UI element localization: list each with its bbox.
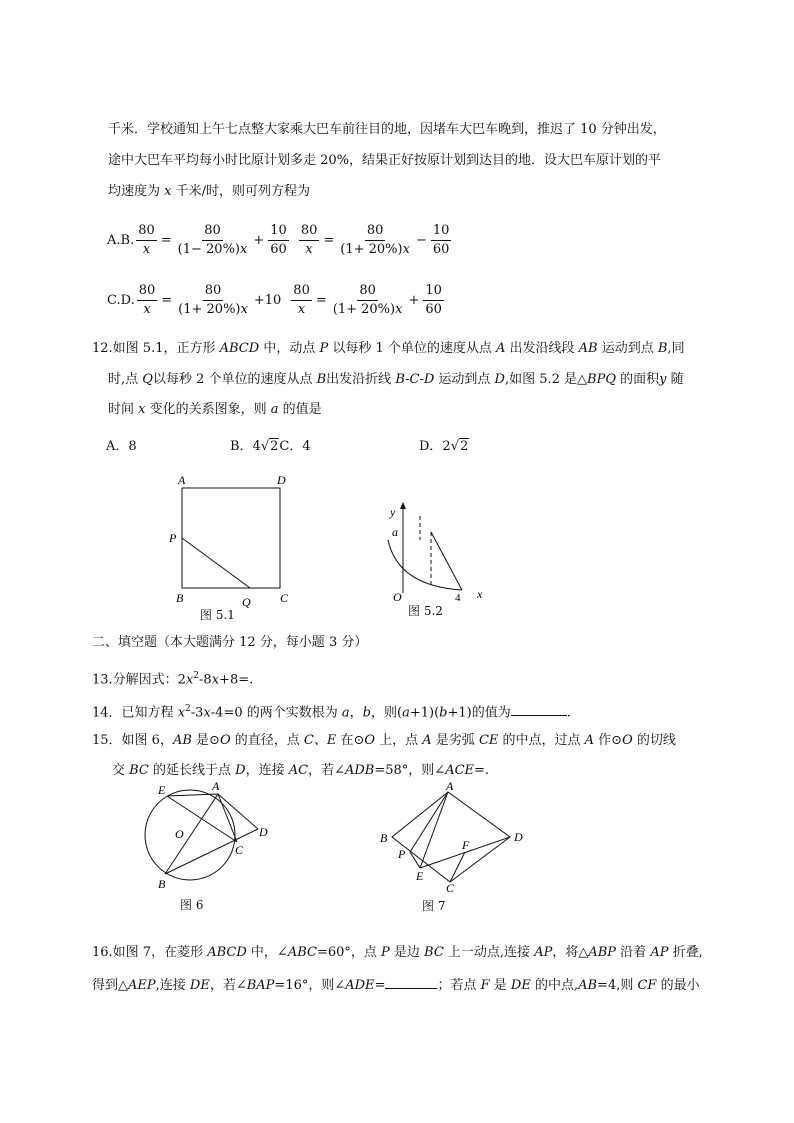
q16-line-2: 得到△AEP,连接 DE，若∠BAP=16°，则∠ADE= ；若点 F 是 DE 的中点,AB=4,则 CF 的最小 bbox=[92, 974, 700, 996]
label-e: E bbox=[416, 869, 424, 883]
q13: 13.分解因式：$2x^2-8x+8=$. bbox=[92, 671, 254, 688]
label-a: A bbox=[212, 782, 220, 793]
q11-option-cd: C. D. $\frac{80}{x}$ = $\frac{80}{(1+ 20\%)x}$ +10 $\frac{80}{x}$ = $\frac{80}{(1+ 20\%)x}$ + $\frac{10}{60}$ bbox=[107, 283, 442, 317]
section-title: 二、填空题（本大题满分 12 分，每小题 3 分） bbox=[92, 635, 368, 650]
fraction: $\frac{80}{(1+ 20\%)x}$ bbox=[332, 283, 403, 317]
label-c: C bbox=[280, 591, 289, 605]
square-abcd bbox=[182, 488, 280, 588]
fraction: $\frac{80}{x}$ bbox=[300, 223, 318, 257]
q11-line-1: 千米．学校通知上午七点整大家乘大巴车前往目的地，因堵车大巴车晚到，推迟了 10 分钟出发， bbox=[108, 122, 666, 137]
label-p: P bbox=[169, 531, 177, 545]
fraction: $\frac{10}{60}$ bbox=[270, 223, 287, 257]
label-a: A bbox=[178, 473, 186, 487]
fraction: $\frac{10}{60}$ bbox=[425, 283, 442, 317]
figure-5-2-caption: 图 5.2 bbox=[408, 604, 443, 618]
fraction: $\frac{80}{(1- 20\%)x}$ bbox=[177, 223, 248, 257]
label-f: F bbox=[462, 838, 470, 852]
answer-blank[interactable] bbox=[385, 974, 437, 989]
label-4: 4 bbox=[455, 592, 461, 604]
figure-7-caption: 图 7 bbox=[422, 899, 446, 913]
label-d: D bbox=[277, 473, 286, 487]
y-axis-arrow bbox=[400, 502, 406, 509]
figure-5-1-caption: 图 5.1 bbox=[200, 608, 235, 622]
curve bbox=[388, 540, 462, 590]
q12-line-3: 时间 x 变化的关系图象，则 a 的值是 bbox=[108, 402, 322, 417]
label-q: Q bbox=[242, 595, 251, 609]
segment-ab bbox=[165, 794, 218, 874]
figure-6 bbox=[140, 782, 285, 900]
q12-line-1: 12.如图 5.1，正方形 ABCD 中，动点 P 以每秒 1 个单位的速度从点 A 出发沿线段 AB 运动到点 B,同 bbox=[92, 341, 685, 356]
q12-option-a: A．8 bbox=[106, 439, 137, 454]
fraction: $\frac{80}{x}$ bbox=[138, 223, 155, 257]
fraction: $\frac{80}{x}$ bbox=[293, 283, 310, 317]
label-e: E bbox=[158, 783, 166, 797]
label-c: C bbox=[446, 881, 455, 894]
figure-5-2 bbox=[380, 498, 500, 608]
label-o: O bbox=[175, 827, 184, 841]
q14: 14．已知方程 $x^2-3x-4=0$ 的两个实数根为 a，b，则(a+1)(b+1)的值为 . bbox=[92, 699, 571, 723]
segment-pq bbox=[182, 538, 250, 588]
label-d: D bbox=[514, 830, 523, 844]
answer-blank[interactable] bbox=[511, 701, 567, 716]
label-a: A bbox=[446, 782, 454, 793]
fraction: $\frac{10}{60}$ bbox=[432, 223, 450, 257]
label-o: O bbox=[393, 590, 402, 604]
segment-ac bbox=[218, 794, 237, 842]
label-b: B bbox=[158, 877, 166, 891]
fraction: $\frac{80}{x}$ bbox=[138, 283, 156, 317]
figure-6-caption: 图 6 bbox=[180, 898, 204, 912]
label-x: x bbox=[477, 587, 483, 601]
tangent-ad bbox=[218, 794, 258, 829]
label-b: B bbox=[380, 831, 388, 845]
segment bbox=[431, 532, 462, 590]
label-d: D bbox=[259, 825, 268, 839]
q11-line-2: 途中大巴车平均每小时比原计划多走 20%，结果正好按原计划到达目的地．设大巴车原计划的平 bbox=[108, 153, 662, 168]
label-y: y bbox=[390, 505, 396, 519]
rhombus-abcd bbox=[392, 792, 510, 882]
q11-line-3: 均速度为 x 千米/时，则可列方程为 bbox=[108, 184, 310, 199]
label-a: a bbox=[392, 525, 398, 539]
label-c: C bbox=[235, 843, 244, 857]
figure-7 bbox=[376, 782, 536, 894]
fraction: $\frac{80}{(1+ 20\%)x}$ bbox=[340, 223, 410, 257]
fraction: $\frac{80}{(1+ 20\%)x}$ bbox=[178, 283, 248, 317]
q11-option-ab: A. B. $\frac{80}{x}$ = $\frac{80}{(1- 20\%)x}$ + $\frac{10}{60}$ $\frac{80}{x}$ = $\frac{80}{(1+ 20\%)x}$ − $\frac{10}{60}$ bbox=[107, 223, 450, 257]
figure-5-1 bbox=[160, 468, 310, 628]
q15-line-1: 15．如图 6，AB 是⊙O 的直径，点 C、E 在⊙O 上，点 A 是劣弧 CE 的中点，过点 A 作⊙O 的切线 bbox=[92, 733, 676, 748]
q12-line-2: 时,点 Q以每秒 2 个单位的速度从点 B出发沿折线 B-C-D 运动到点 D,如图 5.2 是△BPQ 的面积y 随 bbox=[108, 372, 684, 387]
q12-option-bc: B．4√2C．4 bbox=[230, 439, 311, 454]
q15-line-2: 交 BC 的延长线于点 D，连接 AC，若∠ADB=58°，则∠ACE=. bbox=[112, 763, 490, 778]
q16-line-1: 16.如图 7，在菱形 ABCD 中，∠ABC=60°，点 P 是边 BC 上一动点,连接 AP，将△ABP 沿着 AP 折叠, bbox=[92, 945, 703, 960]
q12-option-d: D．2√2 bbox=[419, 439, 469, 454]
label-p: P bbox=[398, 847, 406, 861]
label-b: B bbox=[176, 591, 184, 605]
